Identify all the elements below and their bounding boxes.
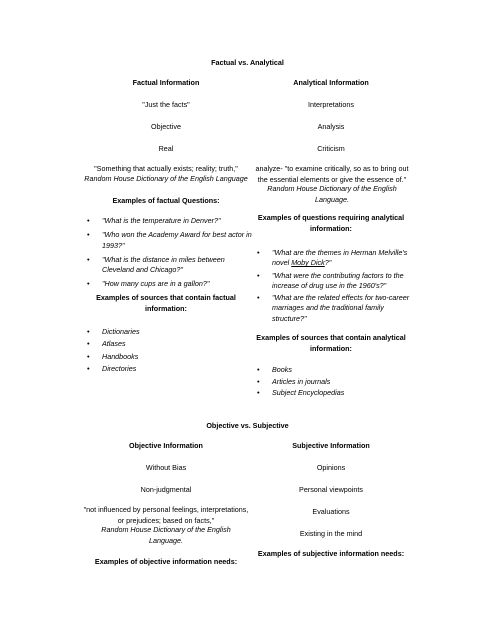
factual-heading: Factual Information: [132, 78, 200, 87]
factual-definition: "Something that actually exists; reality; truth,": [94, 164, 238, 173]
list-item: • "What is the temperature in Denver?": [83, 216, 253, 226]
list-item: • Dictionaries: [83, 326, 243, 338]
factual-term: "Just the facts": [142, 100, 190, 109]
list-item: • "What is the distance in miles between Cleveland and Chicago?": [83, 255, 253, 276]
subjective-term: Evaluations: [312, 507, 350, 516]
analytical-sources-list: [253, 364, 409, 399]
list-item: • "What are the themes in Herman Melville's novel Moby Dick?": [253, 248, 413, 269]
analytical-term: Analysis: [317, 122, 345, 131]
analytical-definition: analyze- "to examine critically, so as to bring out the essential elements or give the essence of.": [255, 164, 409, 184]
objective-definition: "not influenced by personal feelings, interpretations, or prejudices; based on facts,": [83, 505, 249, 525]
subjective-heading: Subjective Information: [292, 441, 370, 450]
list-item: • "Who won the Academy Award for best actor in 1993?": [83, 230, 253, 251]
analytical-heading: Analytical Information: [293, 78, 369, 87]
objective-needs-heading: Examples of objective information needs:: [94, 557, 238, 566]
subjective-term: Opinions: [316, 463, 346, 472]
analytical-term: Interpretations: [308, 100, 354, 109]
list-item: • Books: [253, 364, 409, 376]
list-item: • Articles in journals: [253, 376, 409, 388]
list-item: • Directories: [83, 363, 243, 375]
list-item: • Handbooks: [83, 351, 243, 363]
objective-heading: Objective Information: [129, 441, 203, 450]
objective-definition-source: Random House Dictionary of the English Language.: [101, 525, 231, 545]
factual-term: Objective: [151, 122, 181, 131]
factual-definition-source: Random House Dictionary of the English Language: [84, 174, 248, 183]
section-title-factual-vs-analytical: Factual vs. Analytical: [211, 58, 284, 67]
subjective-needs-heading: Examples of subjective information needs:: [257, 549, 405, 558]
analytical-questions-heading: Examples of questions requiring analytical information:: [257, 213, 405, 233]
list-item: • Subject Encyclopedias: [253, 387, 409, 399]
list-item: • Atlases: [83, 338, 243, 350]
list-item: • "What are the related effects for two-career marriages and the traditional family structure?": [253, 293, 413, 324]
list-item: • "How many cups are in a gallon?": [83, 279, 253, 289]
analytical-questions-list: [253, 248, 413, 324]
subjective-term: Existing in the mind: [299, 529, 363, 538]
section-title-objective-vs-subjective: Objective vs. Subjective: [206, 421, 289, 430]
list-item: • "What were the contributing factors to the increase of drug use in the 1960's?": [253, 271, 413, 292]
analytical-definition-source: Random House Dictionary of the English Language.: [267, 184, 397, 204]
factual-sources-list: [83, 326, 243, 376]
book-title: Moby Dick: [291, 258, 325, 268]
factual-term: Real: [158, 144, 174, 153]
objective-term: Non-judgmental: [140, 485, 192, 494]
subjective-term: Personal viewpoints: [299, 485, 363, 494]
factual-sources-heading: Examples of sources that contain factual information:: [96, 293, 236, 313]
factual-questions-list: [83, 216, 253, 290]
objective-term: Without Bias: [145, 463, 187, 472]
factual-questions-heading: Examples of factual Questions:: [112, 196, 220, 205]
analytical-sources-heading: Examples of sources that contain analytical information:: [256, 333, 406, 353]
analytical-term: Criticism: [317, 144, 345, 153]
